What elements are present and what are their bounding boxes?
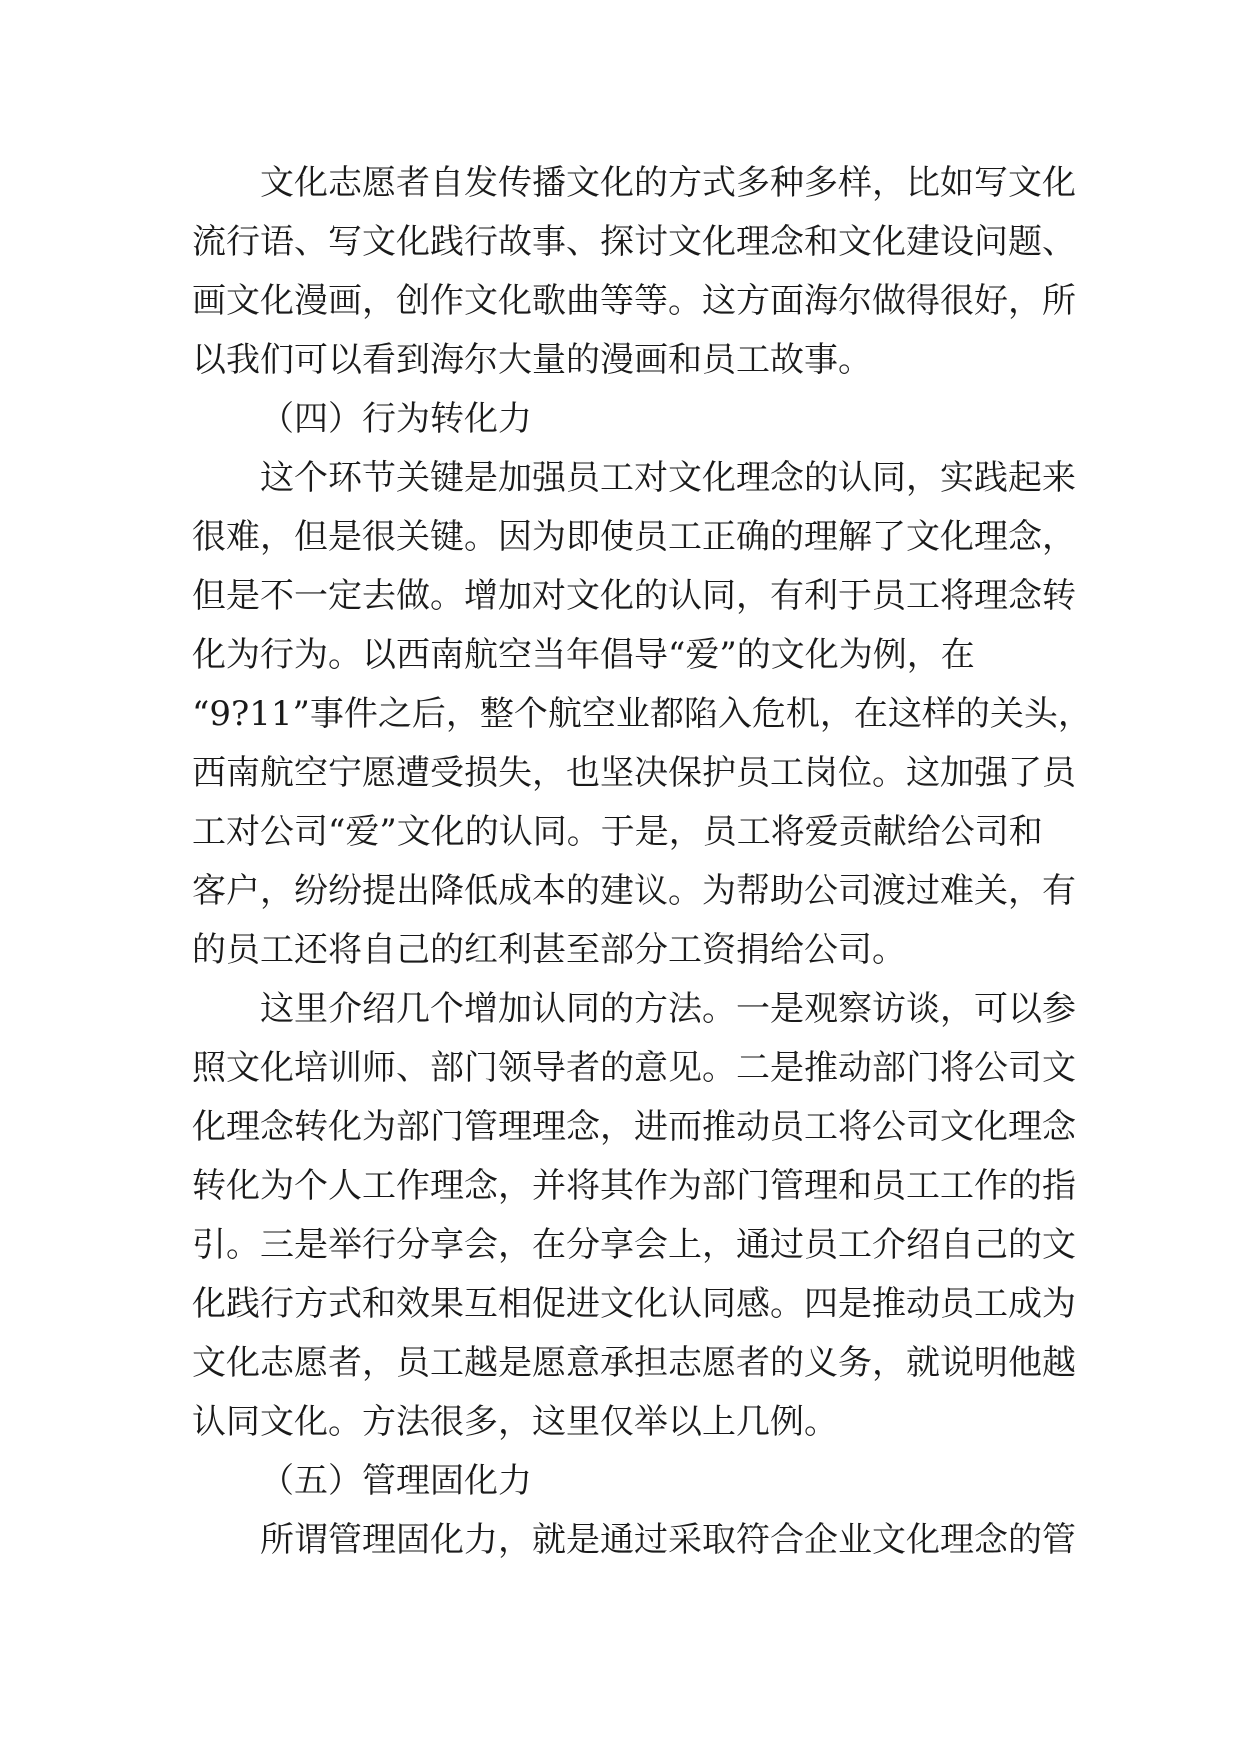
text-line: “9?11”事件之后，整个航空业都陷入危机，在这样的关头， (192, 694, 1092, 734)
text-line: 文化志愿者自发传播文化的方式多种多样，比如写文化 (260, 163, 1076, 203)
text-line: 转化为个人工作理念，并将其作为部门管理和员工工作的指 (192, 1166, 1076, 1206)
text-line: 但是不一定去做。增加对文化的认同，有利于员工将理念转 (192, 576, 1076, 616)
text-line: 西南航空宁愿遭受损失，也坚决保护员工岗位。这加强了员 (192, 753, 1076, 793)
paragraph-management (192, 1511, 1076, 1570)
text-line: 化理念转化为部门管理理念，进而推动员工将公司文化理念 (192, 1107, 1076, 1147)
text-line: 以我们可以看到海尔大量的漫画和员工故事。 (192, 340, 872, 380)
section-heading-behavior-transformation: （四）行为转化力 (260, 399, 532, 439)
paragraph-volunteer-culture (192, 154, 1076, 390)
text-line: 引。三是举行分享会，在分享会上，通过员工介绍自己的文 (192, 1225, 1076, 1265)
text-line: 文化志愿者，员工越是愿意承担志愿者的义务，就说明他越 (192, 1343, 1076, 1383)
text-line: 化为行为。以西南航空当年倡导“爱”的文化为例，在 (192, 635, 975, 675)
document-body (192, 154, 1092, 1570)
text-line: 化践行方式和效果互相促进文化认同感。四是推动员工成为 (192, 1284, 1076, 1324)
text-line: 画文化漫画，创作文化歌曲等等。这方面海尔做得很好，所 (192, 281, 1076, 321)
text-line: 认同文化。方法很多，这里仅举以上几例。 (192, 1402, 838, 1442)
text-line: 工对公司“爱”文化的认同。于是，员工将爱贡献给公司和 (192, 812, 1043, 852)
section-heading-management-solidification: （五）管理固化力 (260, 1461, 532, 1501)
text-line: 这里介绍几个增加认同的方法。一是观察访谈，可以参 (260, 989, 1076, 1029)
paragraph-identification (192, 449, 1092, 980)
text-line: 这个环节关键是加强员工对文化理念的认同，实践起来 (260, 458, 1076, 498)
text-line: 客户，纷纷提出降低成本的建议。为帮助公司渡过难关，有 (192, 871, 1076, 911)
text-line: 流行语、写文化践行故事、探讨文化理念和文化建设问题、 (192, 222, 1076, 262)
text-line: 的员工还将自己的红利甚至部分工资捐给公司。 (192, 930, 906, 970)
text-line: 照文化培训师、部门领导者的意见。二是推动部门将公司文 (192, 1048, 1076, 1088)
text-line: 所谓管理固化力，就是通过采取符合企业文化理念的管 (260, 1520, 1076, 1560)
paragraph-methods (192, 980, 1076, 1452)
text-line: 很难，但是很关键。因为即使员工正确的理解了文化理念， (192, 517, 1076, 557)
